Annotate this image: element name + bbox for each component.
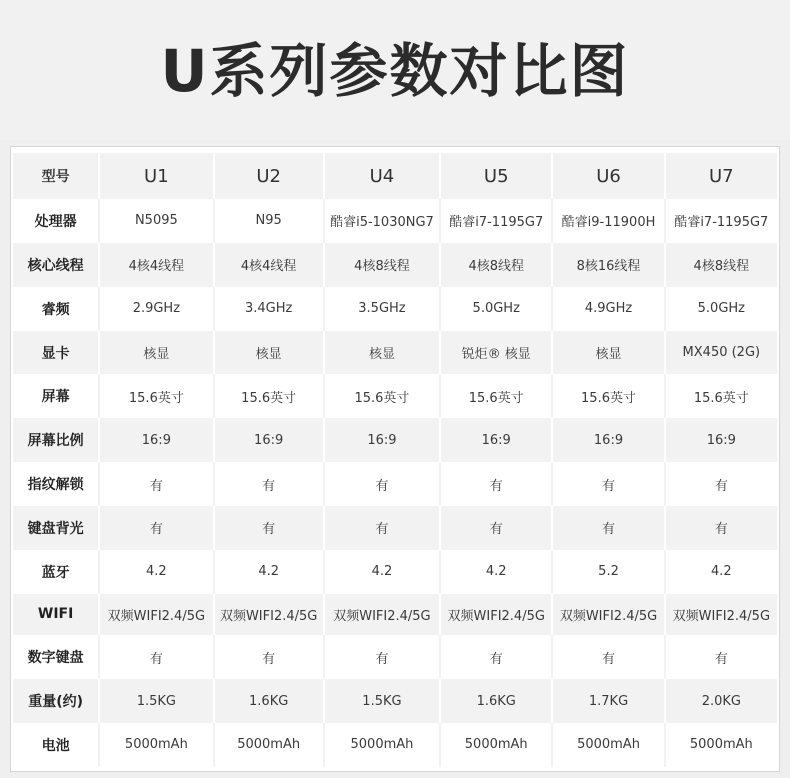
table-row — [13, 679, 777, 723]
table-cell: 双频WIFI2.4/5G — [665, 594, 777, 636]
table-cell: 有 — [552, 506, 664, 550]
table-cell: 4核4线程 — [214, 243, 324, 287]
table-cell: 酷睿i7-1195G7 — [665, 199, 777, 243]
table-row — [13, 462, 777, 506]
comparison-table-body — [13, 153, 777, 767]
table-cell: 2.9GHz — [99, 287, 213, 331]
table-row — [13, 287, 777, 331]
row-label-cell: 核心线程 — [13, 243, 99, 287]
table-cell: 8核16线程 — [552, 243, 664, 287]
table-cell: 16:9 — [552, 418, 664, 462]
table-cell: 锐炬® 核显 — [440, 331, 552, 375]
table-cell: 5000mAh — [665, 723, 777, 767]
table-header-row — [13, 153, 777, 199]
table-cell: 5.0GHz — [665, 287, 777, 331]
table-cell: 15.6英寸 — [324, 374, 440, 418]
table-cell: 1.5KG — [324, 679, 440, 723]
table-cell: 有 — [99, 635, 213, 679]
table-cell: 4.9GHz — [552, 287, 664, 331]
table-cell: 有 — [214, 462, 324, 506]
table-cell: 有 — [324, 506, 440, 550]
header-model-cell: U5 — [440, 153, 552, 199]
table-row — [13, 506, 777, 550]
table-cell: N95 — [214, 199, 324, 243]
table-cell: 核显 — [214, 331, 324, 375]
table-cell: 1.5KG — [99, 679, 213, 723]
header-model-cell: U4 — [324, 153, 440, 199]
table-cell: 2.0KG — [665, 679, 777, 723]
table-cell: 有 — [99, 506, 213, 550]
table-cell: 5000mAh — [214, 723, 324, 767]
row-label-cell: 指纹解锁 — [13, 462, 99, 506]
table-cell: 核显 — [324, 331, 440, 375]
table-cell: 双频WIFI2.4/5G — [214, 594, 324, 636]
table-cell: MX450 (2G) — [665, 331, 777, 375]
comparison-table — [13, 153, 777, 767]
header-model-cell: U1 — [99, 153, 213, 199]
table-row — [13, 331, 777, 375]
row-label-cell: 屏幕 — [13, 374, 99, 418]
row-label-cell: 蓝牙 — [13, 550, 99, 594]
table-cell: 4核8线程 — [440, 243, 552, 287]
table-row — [13, 550, 777, 594]
table-cell: 有 — [440, 635, 552, 679]
table-cell: 4核8线程 — [324, 243, 440, 287]
table-cell: 有 — [324, 635, 440, 679]
table-cell: 4.2 — [440, 550, 552, 594]
table-cell: 有 — [214, 635, 324, 679]
table-cell: 5000mAh — [99, 723, 213, 767]
table-row — [13, 723, 777, 767]
row-label-cell: 数字键盘 — [13, 635, 99, 679]
header-model-cell: U6 — [552, 153, 664, 199]
table-cell: 4核8线程 — [665, 243, 777, 287]
title-band — [0, 0, 790, 140]
table-cell: 有 — [324, 462, 440, 506]
table-cell: 15.6英寸 — [552, 374, 664, 418]
table-cell: 有 — [665, 506, 777, 550]
table-cell: 1.6KG — [440, 679, 552, 723]
table-row — [13, 418, 777, 462]
table-cell: 有 — [665, 635, 777, 679]
table-cell: 有 — [665, 462, 777, 506]
table-cell: 核显 — [99, 331, 213, 375]
header-model-cell: U7 — [665, 153, 777, 199]
table-cell: 双频WIFI2.4/5G — [440, 594, 552, 636]
table-cell: 4.2 — [665, 550, 777, 594]
row-label-cell: WIFI — [13, 594, 99, 636]
table-cell: 4核4线程 — [99, 243, 213, 287]
table-cell: 酷睿i7-1195G7 — [440, 199, 552, 243]
table-cell: 有 — [99, 462, 213, 506]
table-cell: 16:9 — [214, 418, 324, 462]
table-cell: 酷睿i9-11900H — [552, 199, 664, 243]
table-cell: 15.6英寸 — [214, 374, 324, 418]
page-title: U系列参数对比图 — [160, 37, 630, 105]
table-cell: 3.4GHz — [214, 287, 324, 331]
row-label-cell: 显卡 — [13, 331, 99, 375]
row-label-cell: 处理器 — [13, 199, 99, 243]
table-cell: 有 — [552, 635, 664, 679]
table-cell: 15.6英寸 — [440, 374, 552, 418]
table-cell: 4.2 — [324, 550, 440, 594]
table-cell: 3.5GHz — [324, 287, 440, 331]
table-row — [13, 635, 777, 679]
table-cell: 双频WIFI2.4/5G — [99, 594, 213, 636]
table-cell: 15.6英寸 — [99, 374, 213, 418]
table-cell: 4.2 — [214, 550, 324, 594]
table-cell: N5095 — [99, 199, 213, 243]
table-cell: 5000mAh — [440, 723, 552, 767]
table-cell: 核显 — [552, 331, 664, 375]
table-cell: 16:9 — [440, 418, 552, 462]
row-label-cell: 电池 — [13, 723, 99, 767]
table-cell: 有 — [552, 462, 664, 506]
table-cell: 酷睿i5-1030NG7 — [324, 199, 440, 243]
table-cell: 双频WIFI2.4/5G — [552, 594, 664, 636]
header-label-cell: 型号 — [13, 153, 99, 199]
table-row — [13, 374, 777, 418]
table-cell: 5.0GHz — [440, 287, 552, 331]
table-cell: 有 — [214, 506, 324, 550]
table-cell: 1.6KG — [214, 679, 324, 723]
table-cell: 16:9 — [99, 418, 213, 462]
table-cell: 4.2 — [99, 550, 213, 594]
table-cell: 15.6英寸 — [665, 374, 777, 418]
comparison-table-container — [10, 146, 780, 772]
table-row — [13, 199, 777, 243]
table-row — [13, 594, 777, 636]
table-row — [13, 243, 777, 287]
table-cell: 5000mAh — [324, 723, 440, 767]
header-model-cell: U2 — [214, 153, 324, 199]
table-cell: 有 — [440, 506, 552, 550]
table-cell: 双频WIFI2.4/5G — [324, 594, 440, 636]
table-cell: 1.7KG — [552, 679, 664, 723]
row-label-cell: 键盘背光 — [13, 506, 99, 550]
table-cell: 16:9 — [665, 418, 777, 462]
table-cell: 有 — [440, 462, 552, 506]
table-cell: 16:9 — [324, 418, 440, 462]
row-label-cell: 屏幕比例 — [13, 418, 99, 462]
row-label-cell: 重量(约) — [13, 679, 99, 723]
table-cell: 5.2 — [552, 550, 664, 594]
table-cell: 5000mAh — [552, 723, 664, 767]
row-label-cell: 睿频 — [13, 287, 99, 331]
